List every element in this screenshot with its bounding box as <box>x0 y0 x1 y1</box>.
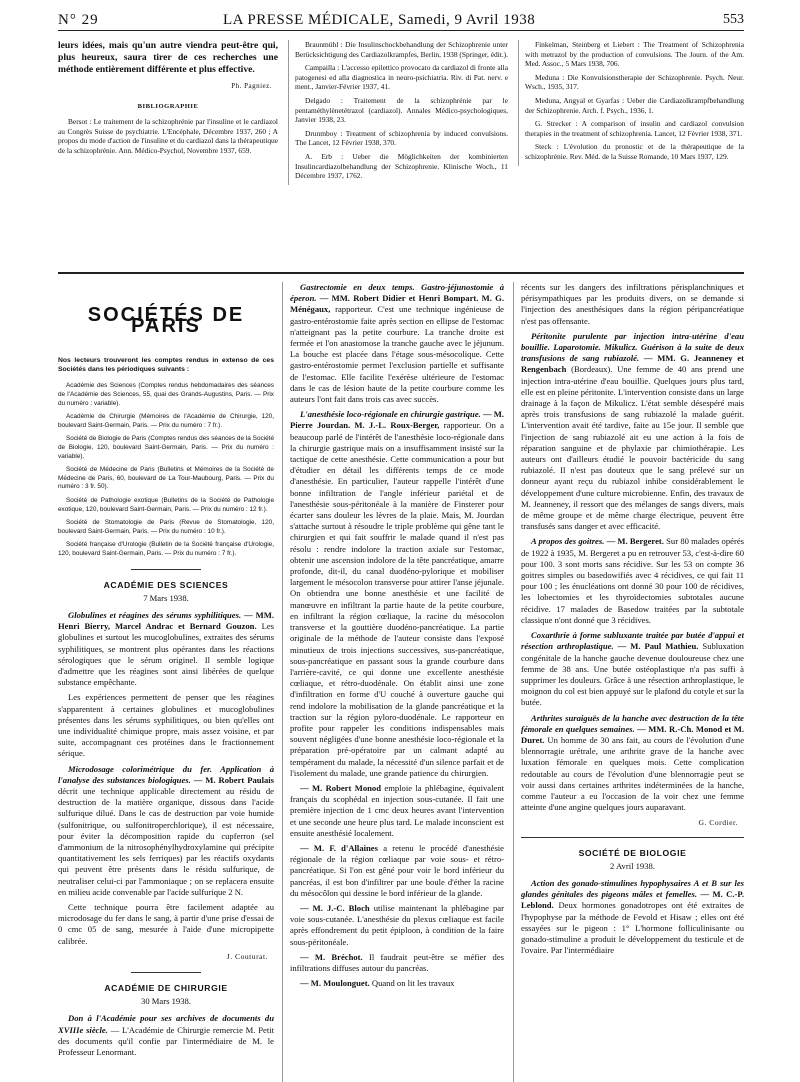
report-title: Coxarthrie à forme subluxante traitée par butée d'appui et résection arthroplastique. <box>521 630 744 652</box>
report-paragraph <box>290 409 504 779</box>
society-entry: Société de Pathologie exotique (Bulletins de la Société de Pathologie exotique, 120, boulevard Saint-Germain, Paris. — Prix du numéro : 12 fr.). <box>58 496 274 513</box>
bibliography-heading: BIBLIOGRAPHIE <box>137 102 199 110</box>
report-text: Il faudrait peut-être se méfier des infiltrations diffuses autour du pancréas. <box>290 951 504 973</box>
report-authors: — M. Pierre Jourdan. M. J.-L. Roux-Berger, <box>290 409 504 431</box>
report-text: — L'Académie de Chirurgie remercie M. Petit des documents qu'il confie par l'intermédiaire de M. le Professeur Lenormant. <box>58 1024 274 1058</box>
societies-intro: Nos lecteurs trouveront les comptes rendus in extenso de ces Sociétés dans les périodiques suivants : <box>58 357 274 374</box>
societe-biologie-heading: SOCIÉTÉ DE BIOLOGIE <box>578 847 687 858</box>
academie-sciences-heading: ACADÉMIE DES SCIENCES <box>103 579 229 590</box>
top-column-3 <box>518 40 744 166</box>
report-paragraph <box>58 902 274 947</box>
report-paragraph <box>58 764 274 898</box>
report-paragraph <box>521 713 744 814</box>
report-authors: — M. Paul Mathieu. <box>617 641 699 652</box>
bibliography-entry: Steck : L'évolution du pronostic et de la thérapeutique de la schizophrénie. Rev. Méd. de la Suisse Romande, 10 Mars 1937, 129. <box>525 142 744 161</box>
society-entry: Société de Médecine de Paris (Bulletins et Mémoires de la Société de Médecine de Paris, 60, boulevard de La Tour-Maubourg, Paris. — Prix du numéro : 3 fr. 50). <box>58 466 274 491</box>
report-authors: — MM. R.-Ch. Monod et M. Duret. <box>521 723 744 745</box>
report-text: Les globulines et surtout les mucoglobulines, extraites des sérums syphilitiques, se montrent plus opérantes dans les réactions sérologiques que le sérum originel. Il semble logique d'admettre que les réagines sont ainsi libérées de quelque substance empêchante. <box>58 621 274 688</box>
bibliography-entry: Meduna : Die Konvulsionstherapie der Schizophrenie. Psych. Neur. Wsch., 1935, 317. <box>525 72 744 92</box>
report-text: décrit une technique applicable directement au résidu de destruction de la matière organique, dissous dans l'acide sulfurique dilué. Dans le cas de destruction par voie humide (sulfonitrique, ou sulfonitroperchlorique), il est nécessaire, pour éviter la décomposition rapide du cupferron (sel d'ammonium de la nitrosophénylhydroxylamine qui précipite quantitativement les sels ferriques) par les réactifs oxydants qui peuvent être présents dans le résidu sulfurique, de neutraliser celui-ci par l'ammoniaque ; on se replacera ensuite en milieu acide convenable par l'acide sulfurique 2 N. <box>58 785 274 897</box>
report-paragraph <box>521 878 744 956</box>
report-authors: — M. J.-C. Bloch <box>300 902 370 913</box>
column-1 <box>58 282 274 1082</box>
report-paragraph <box>521 331 744 533</box>
top-column-2 <box>288 40 508 185</box>
report-title: Globulines et réagines des sérums syphilitiques. <box>68 609 242 620</box>
report-text: Les expériences permettent de penser que les réagines s'apparentent à certaines globulines et mucoglobulines présentes dans les sérums syphilitiques, ou bien qu'elles ont une individualité chimique propre, mais assez voisine, et par suite, accompagnant ces protéines dans le fractionnement sérique. <box>58 692 274 759</box>
report-text: utilise maintenant la phlébagine par voie sous-cutanée. L'anesthésie du plexus cœliaque est facile après effondrement du petit épiploon, à condition de la faire sous-péritonéale. <box>290 902 504 947</box>
reporter-signature: J. Couturat. <box>226 951 268 961</box>
biologie-section <box>521 837 744 957</box>
page-number: 553 <box>723 12 744 27</box>
report-paragraph <box>58 1013 274 1058</box>
bibliography-entry: Braunmühl : Die Insulinschockbehandlung der Schizophrenie unter Berücksichtigung des Cardiazolkrampfes, Berlin, 1938 (Springer, édit.). <box>295 40 508 59</box>
report-paragraph <box>521 536 744 626</box>
report-text: Deux hormones gonadotropes ont été extraites de l'hypophyse par la méthode de Fevold et Hisaw ; elles ont été essayées sur le pigeon : 1° L'hormone folliculinisante ou gonado-stimuline a produit le développement du testicule et de l'ovaire. Par l'intermédiaire <box>521 900 744 956</box>
report-title: Action des gonado-stimulines hypophysaires A et B sur les glandes génitales des pigeons mâles et femelles. <box>521 877 744 900</box>
report-paragraph <box>290 783 504 839</box>
bibliography-entry: Drunmboy : Treatment of schizophrenia by induced convulsions. The Lancet, 12 Février 1938, 370. <box>295 128 508 148</box>
report-authors: — M. Bergeret. <box>606 536 664 547</box>
report-authors: — MM. Robert Didier et Henri Bompart. M. G. Ménégaux, <box>290 293 504 315</box>
academie-chirurgie-heading: ACADÉMIE DE CHIRURGIE <box>104 983 228 993</box>
bibliography-entry: Finkelman, Steinberg et Liebert : The Treatment of Schizophrenia with metrazol by the production of convulsions. The Journ. of the Am. Med. Assoc., 5 Mars 1938, 706. <box>525 40 744 69</box>
session-date: 2 Avril 1938. <box>610 860 655 871</box>
divider <box>131 972 201 973</box>
report-authors: — MM. Henri Bierry, Marcel Andrac et Bernard Gouzon. <box>58 609 274 632</box>
report-text: a retenu le procédé d'anesthésie régionale de la région cœliaque par voie sous- et rétro-pancréatique. Si l'on est gêné pour voir le bord inférieur du pancréas, il est bon d'infiltrer par une boule d'éther la racine du mésocôlon qui dessine le bord inférieur de la glande. <box>290 842 504 898</box>
bibliography-entry: Bersot : Le traitement de la schizophrénie par l'insuline et le cardiazol au Congrès Suisse de psychiatrie. L'Encéphale, Décembre 1937, 260 ; A propos du mode d'action de l'insuline et du cardiazol dans la thérapeutique de la schizophrénie. Ann. Médico-Psychol, Novembre 1937, 659. <box>58 117 278 155</box>
report-paragraph <box>290 282 504 405</box>
report-text: (Bordeaux). Une femme de 40 ans prend une injection intra-utérine d'eau bouillie. Quelques jours plus tard, elle est en pleine péritonite. L'intervention consiste dans un large drainage à la façon de Mikulicz. L'état semble désespéré mais après trois transfusions de sang rubiazolé la malade guérit. L'intervention avait été tardive, faite au 15e jour. Il semble que l'injection de sang rubiazolé ait eu une action à la fois de réparation sanguine et de phylaxie par chimiothérapie. Les auteurs ont d'ailleurs étudié le pouvoir bactéricide du sang rubiazolé. Il n'est pas douteux que le sang prélevé sur un donneur ayant reçu du rubiazol inhibe considérablement le développement d'une culture microbienne. Enfin, des travaux de M. Jeanneney, il ressort que des mélanges de sangs divers, mais de même groupe et de même charge électrique, peuvent être transfusés sans danger et avec efficacité. <box>521 364 744 532</box>
bibliography-entry: Campailla : L'accesso epilettico provocato da cardiazol di fronte alla patogenesi ed alla diagnostica in neuro-psichiatria. Riv. di Pat. nerv. e ment., Janvier-Février 1937, 41. <box>295 63 508 92</box>
top-section <box>58 40 744 274</box>
report-text: Subluxation congénitale de la hanche gauche devenue douloureuse chez une femme de 38 ans. Une butée ostéoplastique n'a pas suffi à supprimer les douleurs. Grâce à une résection arthroplastique, le moignon du col est bien appuyé sur le plafond du cotyle et sur la butée. <box>521 641 744 708</box>
report-continuation: récents sur les dangers des infiltrations périsplanchniques et périsympathiques par les produits divers, on se demande si l'injection des anesthésiques dans la région péripancréatique n'est pas offensante. <box>521 282 744 326</box>
report-paragraph <box>521 630 744 708</box>
article-continuation: leurs idées, mais qu'un autre viendra peut-être qui, plus heureux, saura tirer de ces recherches une méthode entièrement différente et plus effective. <box>58 40 278 75</box>
society-entry: Académie de Chirurgie (Mémoires de l'Académie de Chirurgie, 120, boulevard Saint-Germain, Paris. — Prix du numéro : 7 fr.). <box>58 413 274 429</box>
journal-title: LA PRESSE MÉDICALE, Samedi, 9 Avril 1938 <box>223 12 536 28</box>
report-authors: — M. Bréchot. <box>300 951 363 962</box>
report-text: rapporteur. C'est une technique ingénieuse de gastro-entérostomie faite après section en ellipse de l'estomac n'atteignant pas la petite courbure. La tranche droite est fermée et l'on anastomose la tranche gauche avec le jéjunum. La bouche est placée dans l'étage sous-mésocolique. Cette gastro-entérostomie permet l'exclusion partielle et suffisante de l'estomac. Elle facilite l'exérèse ultérieure de l'estomac dans le cas de lésion haute de la petite courbure comme les auteurs l'ont fait dans trois cas avec succès. <box>290 304 504 405</box>
report-paragraph <box>290 952 504 974</box>
column-2 <box>282 282 504 1082</box>
report-paragraph <box>290 843 504 899</box>
section-title: SOCIÉTÉS DE PARIS <box>87 304 245 338</box>
report-authors: — M. C.-P. Leblond. <box>521 889 744 911</box>
report-text: Un homme de 30 ans fait, au cours de l'évolution d'une blennorragie urétrale, une arthrite grave de la hanche avec luxation fémorale en quelques mois. Cette complication redoutable au cours de l'évolution d'une blennorragie peut se voir aussi dans certaines arthrites indéterminées de la hanche, comme l'auteur a eu l'occasion de la voir chez une femme atteinte d'une angine quelques jours auparavant. <box>521 734 744 813</box>
report-paragraph <box>290 903 504 948</box>
bibliography-entry: G. Strecker : A comparison of insulin and cardiazol convulsion therapies in the treatment of schizophrenia. Lancet, 12 Février 1938, 371. <box>525 119 744 138</box>
report-title: Microdosage colorimétrique du fer. Application à l'analyse des substances biologiques. <box>58 763 274 785</box>
report-title: Don à l'Académie pour ses archives de documents du XVIIIe siècle. <box>58 1013 274 1035</box>
report-paragraph <box>58 610 274 688</box>
society-entry: Société française d'Urologie (Bulletin de la Société française d'Urologie, 120, boulevard Saint-Germain, Paris. — Prix du numéro : 7 fr.). <box>58 541 274 557</box>
bibliography-entry: Delgado : Traitement de la schizophrénie par le pentaméthylènetétrazol (cardiazol). Annales Médico-psychologiques, Janvier 1938, 23. <box>295 95 508 125</box>
report-title: Arthrites suraiguës de la hanche avec destruction de la tête fémorale en quelques semaines. <box>521 712 744 734</box>
report-text: emploie la phlébagine, équivalent français du scophédal en injection sous-cutanée. Il fait une première injection de 1 cmc deux heures avant l'intervention et une seconde une heure plus tard. Le malade inconscient est ensuite anesthésié localement. <box>290 782 504 838</box>
author-signature: Ph. Pagniez. <box>231 82 272 90</box>
reporter-signature: G. Cordier. <box>698 818 738 828</box>
report-paragraph <box>58 692 274 759</box>
report-authors: — M. Robert Monod <box>300 782 381 793</box>
report-authors: — MM. G. Jeanneney et Rengenbach <box>521 353 744 375</box>
report-authors: — M. Moulonguet. <box>300 978 370 989</box>
society-entry: Société de Biologie de Paris (Comptes rendus des séances de la Société de Biologie, 120, boulevard Saint-Germain, Paris. — Prix du numéro : variable). <box>58 435 274 460</box>
report-text: rapporteur. On a beaucoup parlé de l'intérêt de l'anesthésie loco-régionale dans la chirurgie gastrique mais on a insuffisamment insisté sur la tactique de cette anesthésie. Cette communication a pour but d'étudier en détail les différents temps de ce mode d'anesthésie. En particulier, l'auteur rappelle l'intérêt d'une bonne infiltration de l'angle inférieur pariétal et de l'anesthésie sous-péritonéale à la manière de Finsterer pour écarter sans douleur les lèvres de la plaie. Mais, M. Jourdan s'attache surtout à résoudre le triple problème qui gêne tant le chirurgien et qui fait souffrir le malade quand il n'est pas résolu : rendre indolore la traction axiale sur l'estomac, obtenir une ascension indolore de la tête pancréatique, amarre profonde, dit-il, du canal duodéno-pylorique et mobiliser largement le mésocolon transverse pour attirer l'anse jéjunale. On obtiendra une bonne anesthésie et une facilité de manœuvre en infiltrant la partie haute de la petite courbure, en infiltrant la région cœliaque, la racine du mésocolon transverse et la gouttière duodéno-pancréatique. La partie originale de la méthode de l'auteur consiste dans l'exposé minutieux de trois injections successives, sus-pancréatique, sous-pancréatique en passant sous la grande courbure dans l'arrière-cavité, ce qui donne une excellente anesthésie cœliaque, et rétro-duodénale. On établit ainsi une zone d'infiltration en forme d'U couché à ouverture gauche qui rend indolore la mobilisation de la glande pancréatique et la traction sur la région pyloro-duodénale. Le rapporteur en profite pour rappeler les conditions indispensables mais souvent négligées d'une bonne anesthésie loco-régionale et la préparation pré-opératoire par un calmant adapté au tempérament du malade, la nécessité d'un silence parfait et de l'isolement du malade, une grande patience du chirurgien. <box>290 420 504 778</box>
divider <box>131 569 201 570</box>
report-paragraph <box>290 978 504 989</box>
bibliography-entry: A. Erb : Ueber die Möglichkeiten der kombinierten Insulincardiazolbehandlung der Schizophrenie. Klinische Woch., 11 Décembre 1937, 1762. <box>295 151 508 181</box>
report-title: A propos des goitres. <box>531 536 605 547</box>
issue-number: N° 29 <box>58 12 99 28</box>
society-entry: Académie des Sciences (Comptes rendus hebdomadaires des séances de l'Académie des Sciences, 55, quai des Grands-Augustins, Paris. — Prix du numéro : variable). <box>58 382 274 407</box>
report-text: Sur 80 malades opérés de 1922 à 1935, M. Bergeret a pu en retrouver 53, c'est-à-dire 60 pour 100. 3 sont morts sans récidive. Sur les 53 on compte 36 goitres simples ou basedowifiés avec 4 récidives, ce qui fait 11 pour 100 ; les énucléations ont donné 30 pour 100 de récidives, les lobectomies et les thyroïdectomies subtotales aucune récidive. 17 malades de Basedow traitées par la subtotale classique n'ont donné que 3 récidives. <box>521 536 744 625</box>
report-text: Quand on lit les travaux <box>371 978 455 989</box>
report-authors: — M. Robert Paulais <box>193 774 274 785</box>
top-column-1 <box>58 40 278 160</box>
session-date: 30 Mars 1938. <box>141 996 191 1007</box>
report-title: Gastrectomie en deux temps. Gastro-jéjunostomie à éperon. <box>290 282 504 304</box>
report-text: Cette technique pourra être facilement adaptée au microdosage du fer dans le sang, à partir d'une prise d'essai de 0 cmc 05 de sang, mesurée à l'aide d'une micropipette calibrée. <box>58 901 274 946</box>
bibliography-entry: Meduna, Angyal et Gyarfas : Ueber die Cardiazolkrampfbehandlung der Schizophrenie. Arch. f. Psych., 1936, 1. <box>525 95 744 115</box>
column-3 <box>513 282 744 1082</box>
session-date: 7 Mars 1938. <box>143 592 189 603</box>
page-header <box>58 8 744 31</box>
report-authors: — M. F. d'Allaines <box>300 842 378 853</box>
society-entry: Société de Stomatologie de Paris (Revue de Stomatologie, 120, boulevard Saint-Germain, Paris. — Prix du numéro : 10 fr.). <box>58 519 274 535</box>
report-title: L'anesthésie loco-régionale en chirurgie gastrique. <box>300 409 481 420</box>
report-title: Péritonite purulente par injection intra-utérine d'eau bouillie. Laparotomie. Mikulicz. Guérison à la suite de deux transfusions de sang rubiazolé. <box>521 330 744 364</box>
